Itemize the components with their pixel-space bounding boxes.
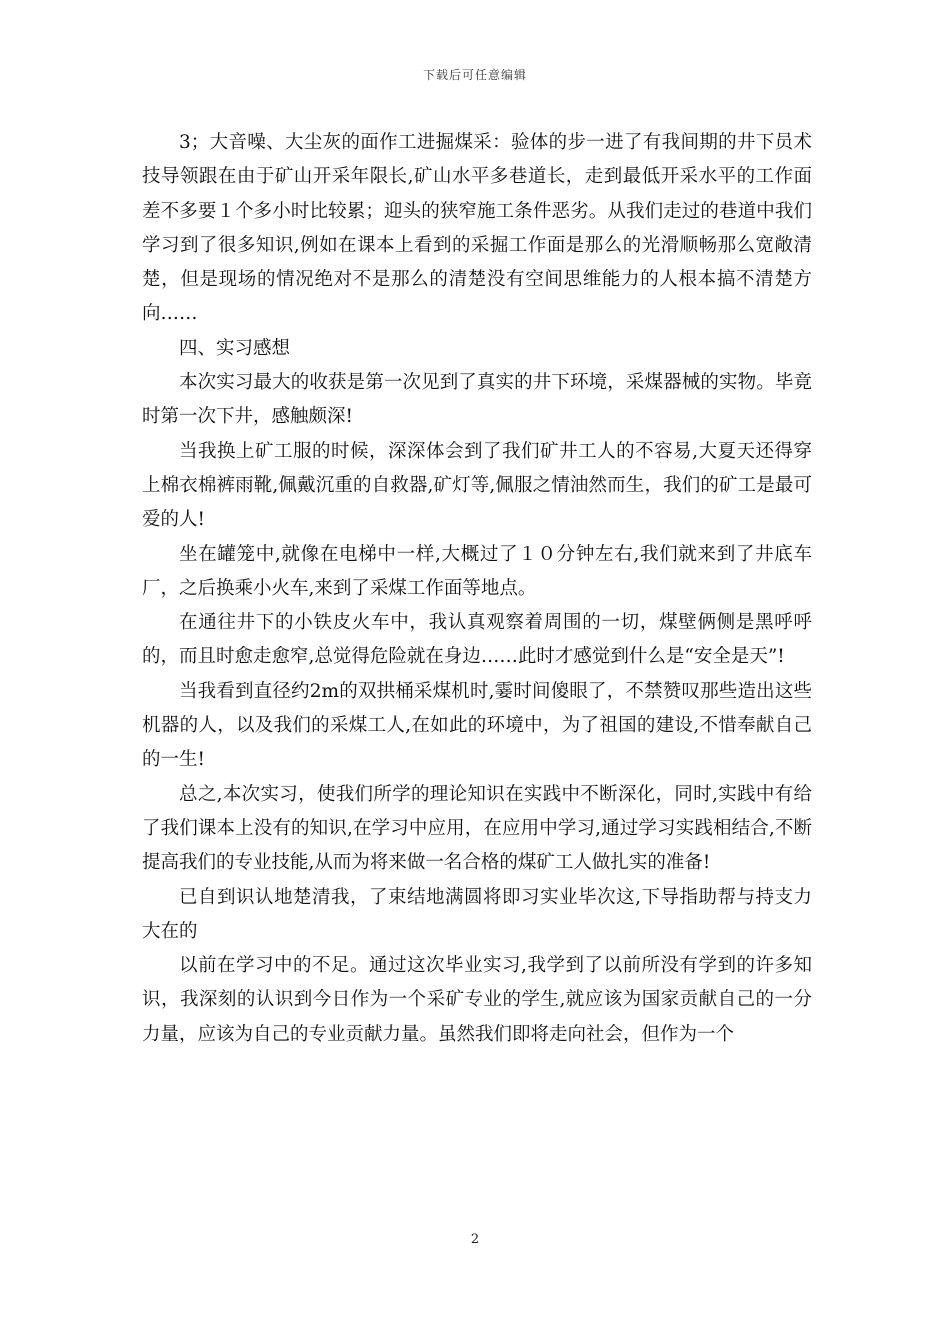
document-body [142,126,812,1052]
paragraph: 本次实习最大的收获是第一次见到了真实的井下环境，采煤器械的实物。毕竟时第一次下井，感触颇深! [142,372,812,428]
paragraph: 当我换上矿工服的时候，深深体会到了我们矿井工人的不容易,大夏天还得穿上棉衣棉裤雨靴,佩戴沉重的自救器,矿灯等,佩服之情油然而生，我们的矿工是最可爱的人! [142,440,812,531]
paragraph: 3；大音噪、大尘灰的面作工进掘煤采：验体的步一进了有我间期的井下员术技导领跟在﻿由于矿山开采年限长,矿山水平多巷道长，走到最低开采水平的工作面差不多要１个多小时比较累；迎头的狭窄施工条件恶劣。从我们走过的巷道中我们学习到了很多知识,例如在课本上看到的采掘工作面是那么的光滑顺畅那么宽敞清楚，但是现场的情况绝对不是那么的清楚没有空间思维能力的人根本搞不清楚方向…… [142,132,812,325]
paragraph: 当我看到直径约2m的双拱桶采煤机时,霎时间傻眼了，不禁赞叹那些造出这些机器的人，以及我们的采煤工人,在如此的环境中，为了祖国的建设,不惜奉献自己的一生! [142,680,812,771]
paragraph: 以前在学习中的不足。通过这次毕业实习,我学到了以前所没有学到的许多知识，我深刻的认识到今日作为一个采矿专业的学生,就应该为国家贡献自己的一分力量，应该为自己的专业贡献力量。虽然我们即将走向社会，但作为一个 [142,955,812,1045]
paragraph: 总之,本次实习，使我们所学的理论知识在实践中不断深化，同时,实践中有给了我们课本上没有的知识,在学习中应用，在应用中学习,通过学习实践相结合,不断提高我们的专业技能,从而为将来做一名合格的煤矿工人做扎实的准备! [142,783,812,874]
paragraph: 在通往井下的小铁皮火车中，我认真观察着周围的一切，煤壁俩侧是黑呼呼的，而且时愈走愈窄,总觉得危险就在身边……此时才感觉到什么是“安全是天”! [142,612,812,668]
paragraph: 已自到识认地楚清我，了束结地满圆将即习实业毕次这,下导指助帮与持支力大在的﻿ [142,886,812,942]
section-heading: 四、实习感想 [179,337,291,359]
page-header: 下载后可任意编辑 [422,68,527,82]
page-number: 2 [470,1232,480,1247]
paragraph: 坐在罐笼中,就像在电梯中一样,大概过了１０分钟左右,我们就来到了井底车厂，之后换乘小火车,来到了采煤工作面等地点。 [142,543,812,599]
